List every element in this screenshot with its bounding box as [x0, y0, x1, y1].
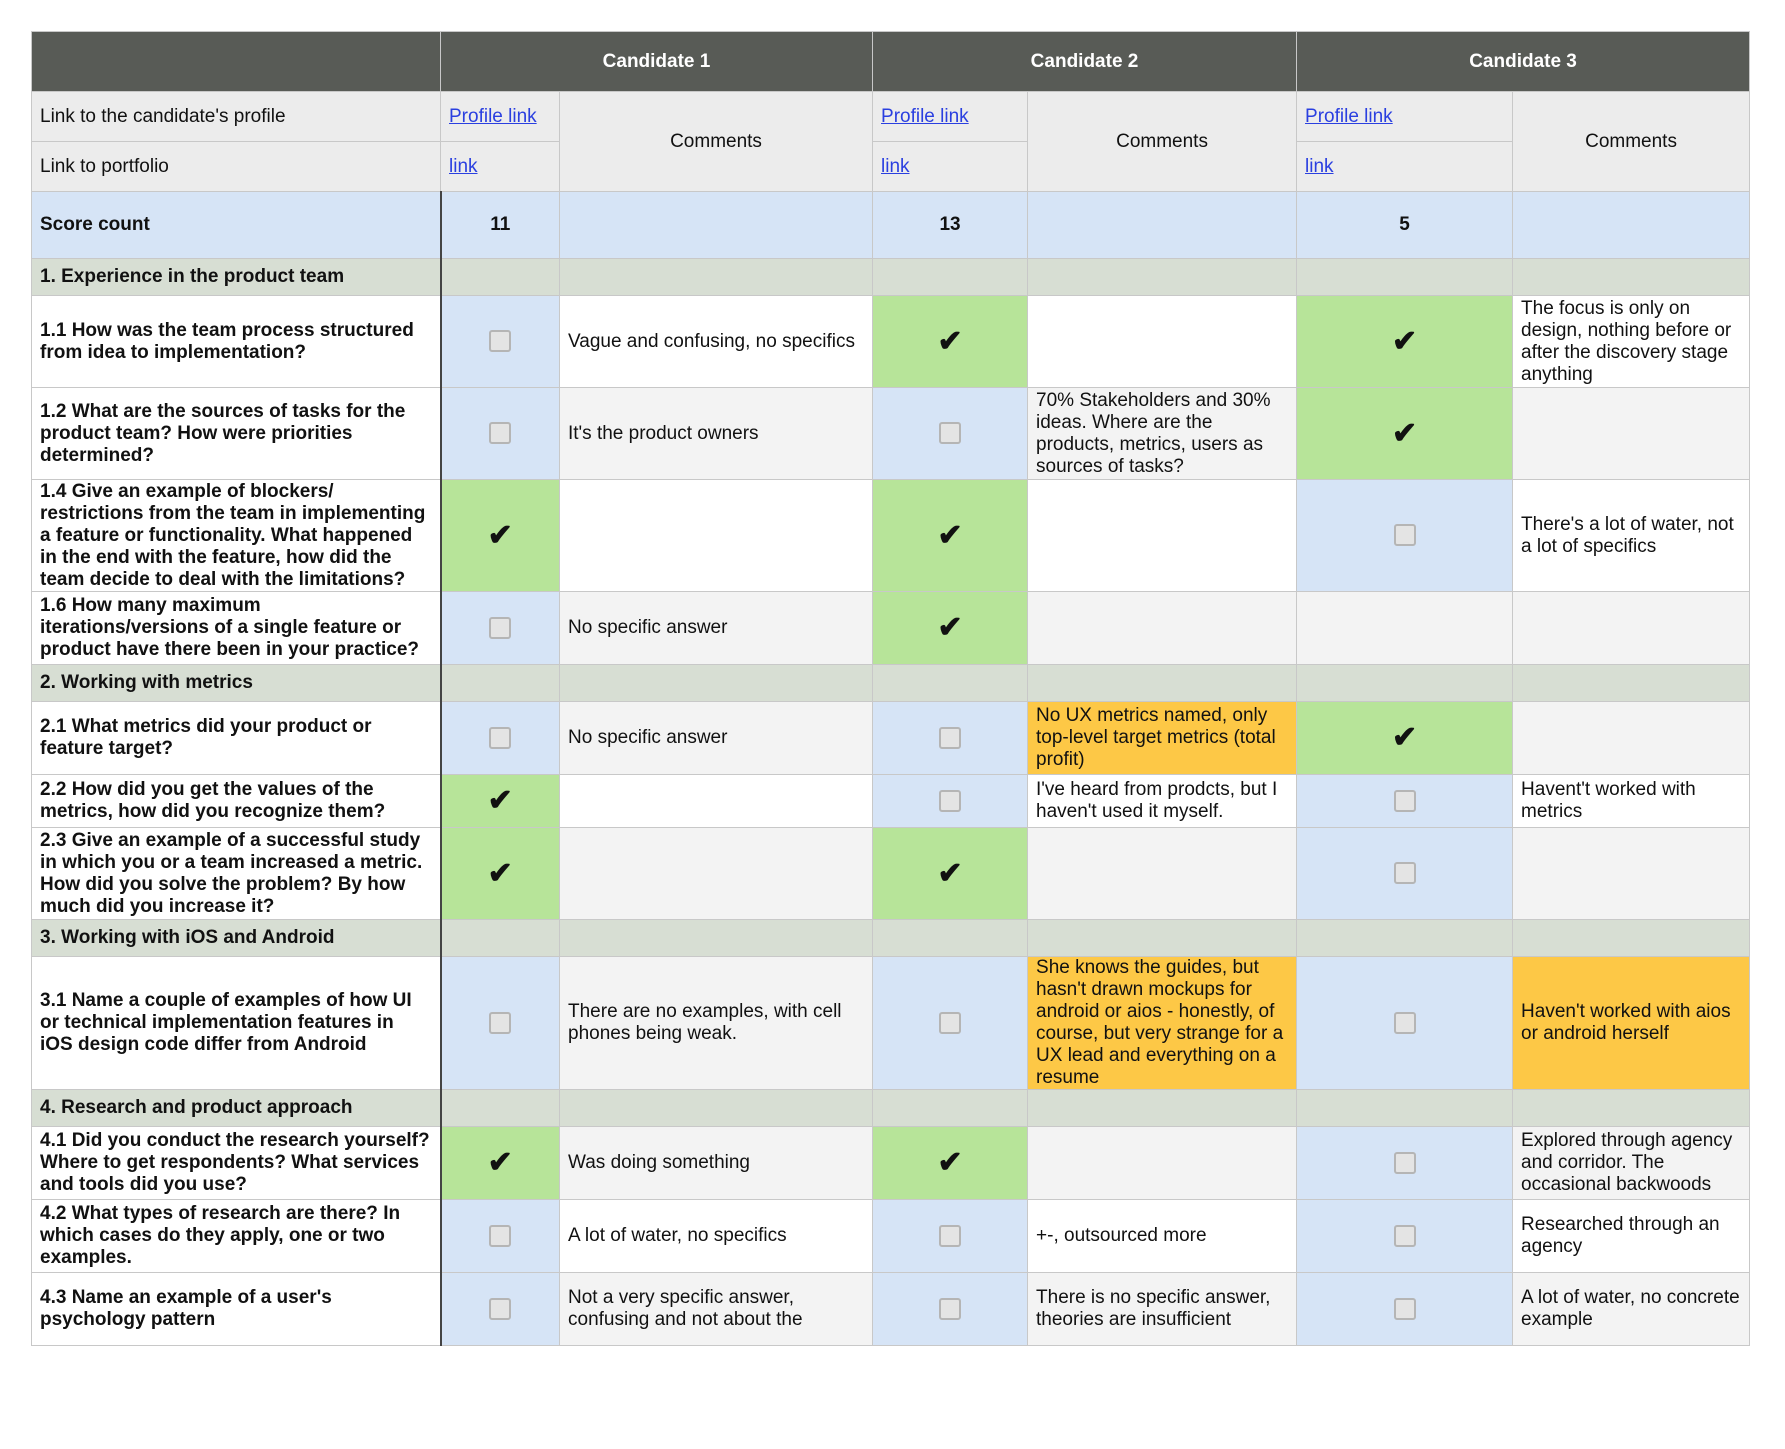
- checkmark-icon[interactable]: ✔: [487, 1146, 513, 1179]
- candidate-2-comment[interactable]: [1028, 592, 1297, 665]
- candidate-1-comment[interactable]: Not a very specific answer, confusing and not about the: [560, 1273, 873, 1346]
- candidate-2-check-cell: [873, 592, 1028, 665]
- question-row: [32, 775, 1750, 828]
- candidate-2-comment[interactable]: [1028, 828, 1297, 920]
- candidate-1-check-cell: [441, 775, 560, 828]
- candidate-1-comment[interactable]: [560, 775, 873, 828]
- section-empty-cell: [1513, 259, 1750, 296]
- candidate-3-comment[interactable]: [1513, 388, 1750, 480]
- section-empty-cell: [1297, 1090, 1513, 1127]
- section-title: 1. Experience in the product team: [32, 259, 441, 296]
- question-row: [32, 1273, 1750, 1346]
- candidate-3-check-cell: [1297, 828, 1513, 920]
- candidate-1-portfolio-cell: [441, 142, 560, 192]
- question-row: [32, 828, 1750, 920]
- profile-row-label: Link to the candidate's profile: [32, 92, 441, 142]
- section-empty-cell: [873, 1090, 1028, 1127]
- section-empty-cell: [1297, 665, 1513, 702]
- section-empty-cell: [560, 259, 873, 296]
- header-row: [32, 32, 1750, 92]
- candidate-2-check-cell: [873, 775, 1028, 828]
- candidate-3-check-cell: [1297, 775, 1513, 828]
- section-empty-cell: [1028, 259, 1297, 296]
- candidate-3-check-cell: [1297, 388, 1513, 480]
- candidate-3-portfolio-link[interactable]: link: [1305, 155, 1334, 177]
- question-text: 4.2 What types of research are there? In which cases do they apply, one or two examples.: [32, 1200, 441, 1273]
- header-corner: [32, 32, 441, 92]
- candidate-1-score-comment: [560, 192, 873, 259]
- candidate-2-comment[interactable]: 70% Stakeholders and 30% ideas. Where are the products, metrics, users as sources of tasks?: [1028, 388, 1297, 480]
- score-count-label: Score count: [32, 192, 441, 259]
- candidate-2-comment[interactable]: There is no specific answer, theories are insufficient: [1028, 1273, 1297, 1346]
- unchecked-checkbox[interactable]: [939, 422, 961, 444]
- question-text: 2.3 Give an example of a successful study in which you or a team increased a metric. How did you solve the problem? By how much did you increase it?: [32, 828, 441, 920]
- candidate-1-check-cell: [441, 296, 560, 388]
- candidate-3-check-cell: [1297, 957, 1513, 1090]
- candidate-3-comment[interactable]: [1513, 828, 1750, 920]
- candidate-1-comment[interactable]: No specific answer: [560, 702, 873, 775]
- section-empty-cell: [441, 1090, 560, 1127]
- candidate-3-comment[interactable]: A lot of water, no concrete example: [1513, 1273, 1750, 1346]
- candidate-3-check-cell: [1297, 1127, 1513, 1200]
- candidate-1-header: Candidate 1: [441, 32, 873, 92]
- candidate-1-comment[interactable]: A lot of water, no specifics: [560, 1200, 873, 1273]
- question-row: [32, 388, 1750, 480]
- candidate-3-check-cell: [1297, 296, 1513, 388]
- evaluation-table: [31, 31, 1750, 1346]
- section-empty-cell: [1513, 1090, 1750, 1127]
- unchecked-checkbox[interactable]: [1394, 1225, 1416, 1247]
- score-row: [32, 192, 1750, 259]
- question-row: [32, 957, 1750, 1090]
- section-empty-cell: [1028, 665, 1297, 702]
- question-text: 1.4 Give an example of blockers/ restrictions from the team in implementing a feature or functionality. What happened in the end with the feature, how did the team decide to deal with the limitations?: [32, 480, 441, 592]
- candidate-2-profile-cell: [873, 92, 1028, 142]
- section-row: [32, 920, 1750, 957]
- candidate-3-check-cell: [1297, 592, 1513, 665]
- candidate-1-portfolio-link[interactable]: link: [449, 155, 478, 177]
- section-empty-cell: [1297, 259, 1513, 296]
- candidate-3-comment[interactable]: Haven't worked with aios or android herself: [1513, 957, 1750, 1090]
- checkmark-icon[interactable]: ✔: [937, 1146, 963, 1179]
- candidate-1-score: 11: [441, 192, 560, 259]
- checkmark-icon[interactable]: ✔: [487, 518, 513, 552]
- candidate-2-check-cell: [873, 1200, 1028, 1273]
- candidate-3-profile-link[interactable]: Profile link: [1305, 105, 1393, 127]
- section-empty-cell: [560, 665, 873, 702]
- section-empty-cell: [560, 920, 873, 957]
- section-empty-cell: [873, 259, 1028, 296]
- candidate-2-comment[interactable]: No UX metrics named, only top-level target metrics (total profit): [1028, 702, 1297, 775]
- candidate-2-comment[interactable]: She knows the guides, but hasn't drawn mockups for android or aios - honestly, of course, but very strange for a UX lead and everything on a resume: [1028, 957, 1297, 1090]
- section-empty-cell: [1513, 665, 1750, 702]
- candidate-1-check-cell: [441, 592, 560, 665]
- candidate-2-check-cell: [873, 388, 1028, 480]
- unchecked-checkbox[interactable]: [939, 1298, 961, 1320]
- section-empty-cell: [1297, 920, 1513, 957]
- question-text: 4.3 Name an example of a user's psychology pattern: [32, 1273, 441, 1346]
- checkmark-icon[interactable]: ✔: [487, 784, 513, 817]
- candidate-2-comment[interactable]: +-, outsourced more: [1028, 1200, 1297, 1273]
- candidate-3-comment[interactable]: Researched through an agency: [1513, 1200, 1750, 1273]
- section-empty-cell: [441, 259, 560, 296]
- unchecked-checkbox[interactable]: [489, 617, 511, 639]
- candidate-2-comment[interactable]: I've heard from prodcts, but I haven't used it myself.: [1028, 775, 1297, 828]
- candidate-3-comment[interactable]: [1513, 592, 1750, 665]
- question-row: [32, 1200, 1750, 1273]
- candidate-2-comment[interactable]: [1028, 1127, 1297, 1200]
- unchecked-checkbox[interactable]: [1394, 1012, 1416, 1034]
- unchecked-checkbox[interactable]: [1394, 790, 1416, 812]
- checkmark-icon[interactable]: ✔: [1391, 721, 1418, 754]
- candidate-3-check-cell: [1297, 1273, 1513, 1346]
- question-row: [32, 1127, 1750, 1200]
- candidate-1-comment[interactable]: Vague and confusing, no specifics: [560, 296, 873, 388]
- candidate-3-score-comment: [1513, 192, 1750, 259]
- portfolio-row-label: Link to portfolio: [32, 142, 441, 192]
- candidate-1-check-cell: [441, 1200, 560, 1273]
- unchecked-checkbox[interactable]: [939, 1225, 961, 1247]
- candidate-2-check-cell: [873, 828, 1028, 920]
- unchecked-checkbox[interactable]: [939, 790, 961, 812]
- checkmark-icon[interactable]: ✔: [1391, 416, 1418, 450]
- profile-link-row: [32, 92, 1750, 142]
- candidate-3-check-cell: [1297, 702, 1513, 775]
- unchecked-checkbox[interactable]: [489, 1012, 511, 1034]
- unchecked-checkbox[interactable]: [1394, 524, 1416, 546]
- candidate-3-score: 5: [1297, 192, 1513, 259]
- candidate-2-portfolio-cell: [873, 142, 1028, 192]
- candidate-2-check-cell: [873, 957, 1028, 1090]
- candidate-1-check-cell: [441, 1273, 560, 1346]
- section-row: [32, 1090, 1750, 1127]
- unchecked-checkbox[interactable]: [939, 1012, 961, 1034]
- question-text: 2.2 How did you get the values of the metrics, how did you recognize them?: [32, 775, 441, 828]
- candidate-1-check-cell: [441, 702, 560, 775]
- unchecked-checkbox[interactable]: [489, 1298, 511, 1320]
- checkmark-icon[interactable]: ✔: [937, 324, 963, 358]
- candidate-1-comment[interactable]: No specific answer: [560, 592, 873, 665]
- candidate-3-check-cell: [1297, 480, 1513, 592]
- section-empty-cell: [560, 1090, 873, 1127]
- question-text: 4.1 Did you conduct the research yourself? Where to get respondents? What services and tools did you use?: [32, 1127, 441, 1200]
- question-row: [32, 592, 1750, 665]
- candidate-3-header: Candidate 3: [1297, 32, 1750, 92]
- candidate-1-comment[interactable]: There are no examples, with cell phones being weak.: [560, 957, 873, 1090]
- question-text: 1.2 What are the sources of tasks for the product team? How were priorities determined?: [32, 388, 441, 480]
- candidate-1-check-cell: [441, 828, 560, 920]
- unchecked-checkbox[interactable]: [939, 727, 961, 749]
- unchecked-checkbox[interactable]: [1394, 1152, 1416, 1174]
- question-row: [32, 480, 1750, 592]
- candidate-2-comments-header: Comments: [1028, 92, 1297, 192]
- candidate-1-comments-header: Comments: [560, 92, 873, 192]
- section-title: 4. Research and product approach: [32, 1090, 441, 1127]
- portfolio-link-row: [32, 142, 1750, 192]
- unchecked-checkbox[interactable]: [1394, 1298, 1416, 1320]
- candidate-2-check-cell: [873, 702, 1028, 775]
- question-text: 3.1 Name a couple of examples of how UI or technical implementation features in iOS design code differ from Android: [32, 957, 441, 1090]
- candidate-1-comment[interactable]: Was doing something: [560, 1127, 873, 1200]
- section-empty-cell: [441, 920, 560, 957]
- section-empty-cell: [873, 665, 1028, 702]
- candidate-3-comment[interactable]: The focus is only on design, nothing before or after the discovery stage anything: [1513, 296, 1750, 388]
- unchecked-checkbox[interactable]: [489, 727, 511, 749]
- unchecked-checkbox[interactable]: [1394, 862, 1416, 884]
- section-empty-cell: [1028, 920, 1297, 957]
- candidate-2-comment[interactable]: [1028, 480, 1297, 592]
- question-row: [32, 702, 1750, 775]
- candidate-2-check-cell: [873, 480, 1028, 592]
- checkmark-icon[interactable]: ✔: [937, 518, 963, 552]
- question-text: 1.6 How many maximum iterations/versions of a single feature or product have there been in your practice?: [32, 592, 441, 665]
- section-row: [32, 259, 1750, 296]
- candidate-2-check-cell: [873, 1127, 1028, 1200]
- candidate-1-check-cell: [441, 480, 560, 592]
- candidate-1-profile-link[interactable]: Profile link: [449, 105, 537, 127]
- candidate-1-check-cell: [441, 957, 560, 1090]
- candidate-2-check-cell: [873, 296, 1028, 388]
- candidate-2-score: 13: [873, 192, 1028, 259]
- candidate-3-comments-header: Comments: [1513, 92, 1750, 192]
- question-text: 1.1 How was the team process structured from idea to implementation?: [32, 296, 441, 388]
- candidate-2-portfolio-link[interactable]: link: [881, 155, 910, 177]
- candidate-3-comment[interactable]: [1513, 702, 1750, 775]
- candidate-3-portfolio-cell: [1297, 142, 1513, 192]
- section-empty-cell: [1028, 1090, 1297, 1127]
- checkmark-icon[interactable]: ✔: [937, 611, 963, 644]
- candidate-3-comment[interactable]: Explored through agency and corridor. The occasional backwoods: [1513, 1127, 1750, 1200]
- candidate-2-check-cell: [873, 1273, 1028, 1346]
- section-title: 3. Working with iOS and Android: [32, 920, 441, 957]
- candidate-2-score-comment: [1028, 192, 1297, 259]
- candidate-3-check-cell: [1297, 1200, 1513, 1273]
- candidate-3-comment[interactable]: There's a lot of water, not a lot of specifics: [1513, 480, 1750, 592]
- candidate-1-check-cell: [441, 1127, 560, 1200]
- candidate-1-comment[interactable]: [560, 828, 873, 920]
- candidate-3-profile-cell: [1297, 92, 1513, 142]
- checkmark-icon[interactable]: ✔: [487, 856, 513, 890]
- candidate-1-comment[interactable]: [560, 480, 873, 592]
- unchecked-checkbox[interactable]: [489, 330, 511, 352]
- candidate-2-comment[interactable]: [1028, 296, 1297, 388]
- candidate-1-check-cell: [441, 388, 560, 480]
- section-empty-cell: [873, 920, 1028, 957]
- unchecked-checkbox[interactable]: [489, 422, 511, 444]
- candidate-1-comment[interactable]: It's the product owners: [560, 388, 873, 480]
- section-title: 2. Working with metrics: [32, 665, 441, 702]
- unchecked-checkbox[interactable]: [489, 1225, 511, 1247]
- checkmark-icon[interactable]: ✔: [1391, 324, 1418, 358]
- section-empty-cell: [1513, 920, 1750, 957]
- section-row: [32, 665, 1750, 702]
- question-row: [32, 296, 1750, 388]
- candidate-3-comment[interactable]: Havent't worked with metrics: [1513, 775, 1750, 828]
- candidate-1-profile-cell: [441, 92, 560, 142]
- candidate-2-header: Candidate 2: [873, 32, 1297, 92]
- candidate-2-profile-link[interactable]: Profile link: [881, 105, 969, 127]
- section-empty-cell: [441, 665, 560, 702]
- question-text: 2.1 What metrics did your product or feature target?: [32, 702, 441, 775]
- checkmark-icon[interactable]: ✔: [937, 856, 963, 890]
